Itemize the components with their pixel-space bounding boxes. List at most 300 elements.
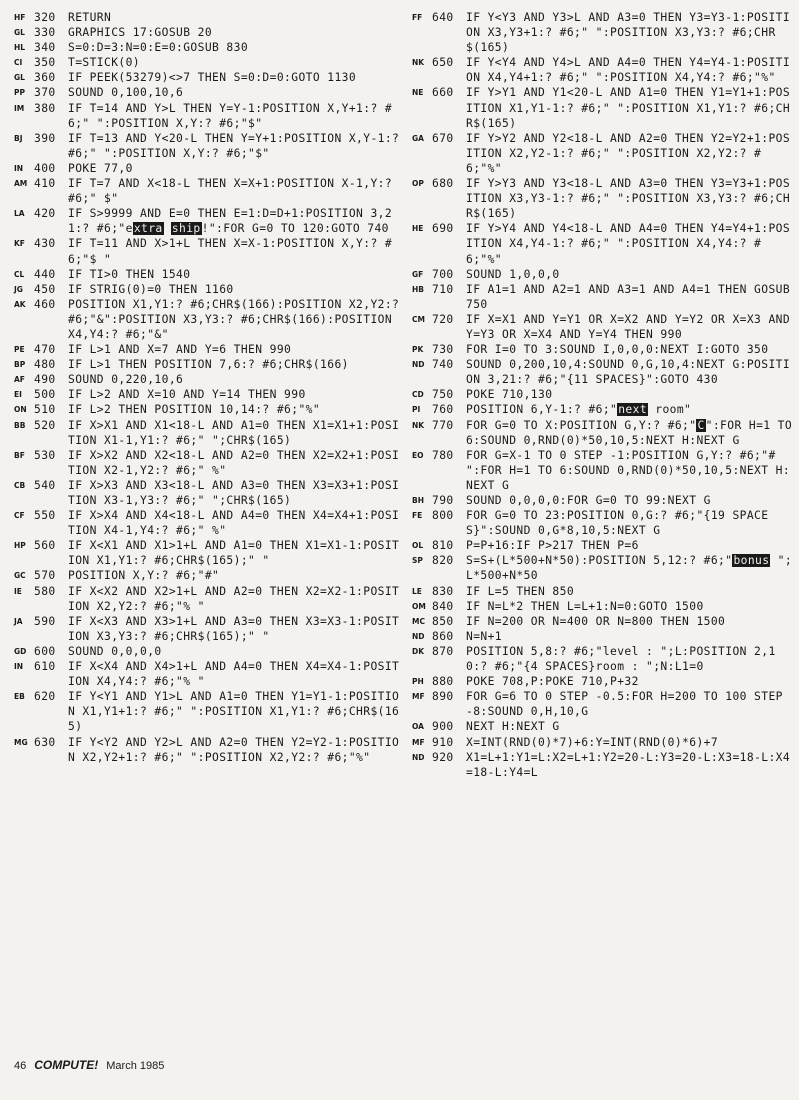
line-number: 880 <box>432 675 454 689</box>
code-text <box>466 674 796 689</box>
line-number: 380 <box>34 101 56 115</box>
code-text <box>68 508 404 538</box>
checksum-tag: GF <box>412 269 424 279</box>
code-segment: SOUND 0,220,10,6 <box>68 373 184 387</box>
line-number: 810 <box>432 539 454 553</box>
code-segment: IF T=13 AND Y<20-L THEN Y=Y+1:POSITION X,Y-1:? #6;" ":POSITION X,Y:? #6;"$" <box>68 131 407 160</box>
line-number: 500 <box>34 388 56 402</box>
checksum-tag: CL <box>14 269 25 279</box>
page-footer <box>14 1058 164 1072</box>
line-number: 570 <box>34 569 56 583</box>
line-number: 590 <box>34 614 56 628</box>
code-line <box>14 131 407 161</box>
left-code-column <box>14 10 407 765</box>
checksum-tag: CD <box>412 390 424 400</box>
code-segment: POSITION X,Y:? #6;"#" <box>68 569 220 583</box>
code-text <box>68 689 404 734</box>
checksum-tag: BF <box>14 450 25 460</box>
code-segment: SOUND 0,0,0,0 <box>68 644 162 658</box>
line-number: 700 <box>432 267 454 281</box>
line-number: 770 <box>432 418 454 432</box>
code-segment: IF TI>0 THEN 1540 <box>68 267 191 281</box>
code-line <box>14 342 404 357</box>
code-text <box>466 644 796 674</box>
line-number: 440 <box>34 267 56 281</box>
line-number: 780 <box>432 448 454 462</box>
code-segment: IF L>2 THEN POSITION 10,14:? #6;"%" <box>68 403 321 417</box>
code-segment <box>164 222 171 235</box>
code-text <box>68 659 404 689</box>
line-number: 620 <box>34 690 56 704</box>
checksum-tag: IN <box>14 662 24 672</box>
checksum-tag: JG <box>14 284 23 294</box>
code-text <box>466 342 796 357</box>
code-text <box>68 161 404 176</box>
code-segment: POSITION 5,8:? #6;"level : ";L:POSITION 2,10:? #6;"{4 SPACES}room : ";N:L1=0 <box>466 644 776 674</box>
code-text <box>466 493 796 508</box>
line-number: 370 <box>34 86 56 100</box>
code-line <box>412 282 796 312</box>
code-segment: IF N=200 OR N=400 OR N=800 THEN 1500 <box>466 614 726 628</box>
code-text <box>68 25 404 40</box>
line-number: 640 <box>432 11 454 24</box>
code-line <box>14 101 404 131</box>
code-segment: FOR I=0 TO 3:SOUND I,0,0,0:NEXT I:GOTO 350 <box>466 343 769 357</box>
checksum-tag: GL <box>14 73 25 83</box>
code-segment: SOUND 0,200,10,4:SOUND 0,G,10,4:NEXT G:POSITION 3,21:? #6;"{11 SPACES}":GOTO 430 <box>466 358 791 387</box>
code-segment: IF T=7 AND X<18-L THEN X=X+1:POSITION X-1,Y:? #6;" $" <box>68 177 400 206</box>
line-number: 560 <box>34 539 56 553</box>
code-segment: IF L=5 THEN 850 <box>466 584 575 598</box>
code-line <box>14 584 404 614</box>
code-text <box>466 131 796 176</box>
line-number: 630 <box>34 735 56 749</box>
code-line <box>14 10 404 25</box>
code-segment: POSITION 6,Y-1:? #6;" <box>466 403 618 417</box>
line-number: 800 <box>432 509 454 523</box>
checksum-tag: MG <box>14 737 28 747</box>
checksum-tag: IN <box>14 163 24 173</box>
line-number: 610 <box>34 660 56 674</box>
code-segment: P=P+16:IF P>217 THEN P=6 <box>466 539 639 553</box>
line-number: 490 <box>34 373 56 387</box>
checksum-tag: EO <box>412 450 424 460</box>
checksum-tag: ND <box>412 360 425 370</box>
checksum-tag: AK <box>14 299 26 309</box>
line-number: 450 <box>34 282 56 296</box>
code-segment: POKE 77,0 <box>68 161 133 175</box>
issue-date: March 1985 <box>106 1060 165 1072</box>
checksum-tag: HF <box>14 13 26 22</box>
code-line <box>412 448 796 493</box>
code-line <box>14 644 404 659</box>
line-number: 760 <box>432 403 454 417</box>
code-text <box>466 735 796 750</box>
line-number: 850 <box>432 614 454 628</box>
code-text <box>68 10 404 25</box>
code-segment: IF L>1 THEN POSITION 7,6:? #6;CHR$(166) <box>68 358 349 372</box>
code-text <box>68 55 404 70</box>
code-line <box>412 719 796 734</box>
checksum-tag: CF <box>14 511 25 521</box>
code-text <box>466 599 796 614</box>
checksum-tag: GA <box>412 133 424 143</box>
code-line <box>412 674 796 689</box>
code-text <box>466 508 796 538</box>
code-line <box>14 267 404 282</box>
right-code-column <box>412 10 799 780</box>
code-text <box>68 735 404 765</box>
code-segment: IF X>X2 AND X2<18-L AND A2=0 THEN X2=X2+1:POSITION X2-1,Y2:? #6;" %" <box>68 448 400 477</box>
code-text <box>68 538 404 568</box>
checksum-tag: CM <box>412 314 425 324</box>
code-segment: IF X<X2 AND X2>1+L AND A2=0 THEN X2=X2-1:POSITION X2,Y2:? #6;"% " <box>68 584 400 613</box>
line-number: 400 <box>34 161 56 175</box>
code-segment: IF X>X1 AND X1<18-L AND A1=0 THEN X1=X1+1:POSITION X1-1,Y1:? #6;" ";CHR$(165) <box>68 418 400 447</box>
code-segment: FOR G=6 TO 0 STEP -0.5:FOR H=200 TO 100 STEP -8:SOUND 0,H,10,G <box>466 690 791 719</box>
line-number: 460 <box>34 297 56 311</box>
code-segment: IF Y<Y1 AND Y1>L AND A1=0 THEN Y1=Y1-1:POSITION X1,Y1+1:? #6;" ":POSITION X1,Y1:? #6;CHR$(165) <box>68 690 400 734</box>
checksum-tag: AF <box>14 375 25 385</box>
code-segment: IF Y>Y1 AND Y1<20-L AND A1=0 THEN Y1=Y1+1:POSITION X1,Y1-1:? #6;" ":POSITION X1,Y1:? #6;CHR$(165) <box>466 86 791 130</box>
code-line <box>14 689 404 734</box>
code-line <box>412 508 796 538</box>
code-segment: RETURN <box>68 11 112 24</box>
checksum-tag: PK <box>412 345 424 355</box>
code-segment: NEXT H:NEXT G <box>466 720 560 734</box>
code-segment: SOUND 0,100,10,6 <box>68 86 184 100</box>
line-number: 550 <box>34 509 56 523</box>
code-segment: POSITION X1,Y1:? #6;CHR$(166):POSITION X2,Y2:? #6;"&":POSITION X3,Y3:? #6;CHR$(166):POSITION X4,Y4:? #6;"&" <box>68 297 407 341</box>
checksum-tag: HL <box>14 43 26 53</box>
inverse-video-text: xtra <box>133 222 163 236</box>
code-line <box>14 297 407 342</box>
code-segment: IF Y<Y3 AND Y3>L AND A3=0 THEN Y3=Y3-1:POSITION X3,Y3+1:? #6;" ":POSITION X3,Y3:? #6;CHR$(165) <box>466 11 791 55</box>
code-segment: S=S+(L*500+N*50):POSITION 5,12:? #6;" <box>466 554 733 568</box>
checksum-tag: OA <box>412 722 424 732</box>
line-number: 710 <box>432 282 454 296</box>
code-line <box>14 206 404 236</box>
code-text <box>68 418 404 448</box>
checksum-tag: BP <box>14 360 26 370</box>
code-text <box>466 267 796 282</box>
magazine-name: COMPUTE! <box>34 1058 99 1072</box>
code-segment: IF A1=1 AND A2=1 AND A3=1 AND A4=1 THEN GOSUB 750 <box>466 282 798 311</box>
code-line <box>412 493 796 508</box>
code-text <box>466 221 796 266</box>
checksum-tag: HP <box>14 541 26 551</box>
code-text <box>68 206 404 236</box>
checksum-tag: EI <box>14 390 22 400</box>
code-line <box>14 614 404 644</box>
code-segment: X=INT(RND(0)*7)+6:Y=INT(RND(0)*6)+7 <box>466 735 719 749</box>
code-line <box>412 629 796 644</box>
code-segment: IF X<X4 AND X4>1+L AND A4=0 THEN X4=X4-1:POSITION X4,Y4:? #6;"% " <box>68 660 400 689</box>
code-text <box>466 357 796 387</box>
code-line <box>14 85 404 100</box>
code-line <box>14 402 404 417</box>
line-number: 750 <box>432 388 454 402</box>
code-text <box>68 387 404 402</box>
line-number: 470 <box>34 343 56 357</box>
code-line <box>412 750 796 780</box>
code-line <box>14 538 404 568</box>
code-segment: IF N=L*2 THEN L=L+1:N=0:GOTO 1500 <box>466 599 704 613</box>
checksum-tag: NK <box>412 58 425 68</box>
code-text <box>68 357 404 372</box>
code-segment: IF S>9999 AND E=0 THEN E=1:D=D+1:POSITION 3,21:? #6;"e <box>68 207 393 236</box>
line-number: 840 <box>432 599 454 613</box>
code-segment: IF T=11 AND X>1+L THEN X=X-1:POSITION X,Y:? #6;"$ " <box>68 237 393 266</box>
checksum-tag: HB <box>412 284 424 294</box>
line-number: 690 <box>432 222 454 236</box>
code-line <box>412 644 796 674</box>
checksum-tag: BH <box>412 496 424 505</box>
code-line <box>14 659 404 689</box>
checksum-tag: BB <box>14 420 26 430</box>
code-segment: S=0:D=3:N=0:E=0:GOSUB 830 <box>68 41 249 55</box>
line-number: 720 <box>432 312 454 326</box>
code-segment: T=STICK(0) <box>68 56 141 70</box>
line-number: 390 <box>34 131 56 145</box>
page-number: 46 <box>14 1060 27 1072</box>
code-segment: IF PEEK(53279)<>7 THEN S=0:D=0:GOTO 1130 <box>68 71 357 85</box>
code-text <box>466 387 796 402</box>
code-text <box>466 614 796 629</box>
code-text <box>68 448 404 478</box>
checksum-tag: MF <box>412 692 425 702</box>
code-segment: IF Y<Y2 AND Y2>L AND A2=0 THEN Y2=Y2-1:POSITION X2,Y2+1:? #6;" ":POSITION X2,Y2:? #6;"%" <box>68 735 400 764</box>
code-segment: room" <box>648 403 692 417</box>
checksum-tag: CI <box>14 58 23 68</box>
checksum-tag: GL <box>14 28 25 38</box>
checksum-tag: GC <box>14 571 26 581</box>
code-segment: GRAPHICS 17:GOSUB 20 <box>68 26 213 40</box>
line-number: 680 <box>432 177 454 191</box>
code-text <box>466 402 796 417</box>
checksum-tag: PH <box>412 677 424 687</box>
line-number: 360 <box>34 71 56 85</box>
checksum-tag: OM <box>412 601 426 611</box>
checksum-tag: DK <box>412 646 425 656</box>
line-number: 890 <box>432 690 454 704</box>
line-number: 530 <box>34 448 56 462</box>
line-number: 600 <box>34 644 56 658</box>
line-number: 830 <box>432 584 454 598</box>
checksum-tag: MF <box>412 737 425 747</box>
code-text <box>466 55 796 85</box>
line-number: 340 <box>34 41 56 55</box>
checksum-tag: LA <box>14 209 25 219</box>
code-segment: ":FOR H=1 TO 6:SOUND 0,RND(0)*50,10,5:NEXT H:NEXT G <box>466 418 799 447</box>
code-segment: ";L*500+N*50 <box>466 554 793 583</box>
line-number: 920 <box>432 750 454 764</box>
line-number: 350 <box>34 56 56 70</box>
code-text <box>466 584 796 599</box>
code-line <box>14 55 404 70</box>
code-text <box>68 101 404 131</box>
checksum-tag: ND <box>412 631 425 641</box>
code-line <box>412 402 796 417</box>
line-number: 410 <box>34 177 56 191</box>
code-segment: IF Y>Y4 AND Y4<18-L AND A4=0 THEN Y4=Y4+1:POSITION X4,Y4-1:? #6;" ":POSITION X4,Y4:? #6;"%" <box>466 222 791 266</box>
inverse-video-text: ship <box>171 222 201 236</box>
code-text <box>466 10 796 55</box>
checksum-tag: HE <box>412 224 424 234</box>
code-text <box>466 282 796 312</box>
checksum-tag: EB <box>14 692 25 702</box>
line-number: 740 <box>432 358 454 372</box>
checksum-tag: IM <box>14 103 25 113</box>
code-line <box>412 357 796 387</box>
checksum-tag: OP <box>412 179 424 189</box>
code-segment: IF L>1 AND X=7 AND Y=6 THEN 990 <box>68 343 292 357</box>
checksum-tag: IE <box>14 586 22 596</box>
code-text <box>68 644 404 659</box>
code-segment: SOUND 0,0,0,0:FOR G=0 TO 99:NEXT G <box>466 494 711 507</box>
code-segment: FOR G=X-1 TO 0 STEP -1:POSITION G,Y:? #6;"# ":FOR H=1 TO 6:SOUND 0,RND(0)*50,10,5:NEXT H:NEXT G <box>466 448 791 492</box>
checksum-tag: BJ <box>14 133 23 143</box>
line-number: 900 <box>432 720 454 734</box>
code-text <box>68 282 404 297</box>
code-line <box>412 599 796 614</box>
code-line <box>14 70 404 85</box>
code-text <box>466 85 796 130</box>
code-text <box>68 236 404 266</box>
code-segment: IF X<X1 AND X1>1+L AND A1=0 THEN X1=X1-1:POSITION X1,Y1:? #6;CHR$(165);" " <box>68 539 400 568</box>
code-line <box>412 614 796 629</box>
code-line <box>412 131 796 176</box>
code-line <box>14 372 404 387</box>
code-text <box>466 750 796 780</box>
code-line <box>412 176 796 221</box>
checksum-tag: NK <box>412 420 425 430</box>
code-line <box>412 387 796 402</box>
code-line <box>412 418 799 448</box>
code-text <box>68 584 404 614</box>
code-text <box>466 553 796 583</box>
code-text <box>68 372 404 387</box>
code-line <box>14 735 404 765</box>
code-text <box>466 719 796 734</box>
line-number: 650 <box>432 56 454 70</box>
checksum-tag: ND <box>412 752 425 762</box>
code-line <box>412 538 796 553</box>
line-number: 540 <box>34 478 56 492</box>
code-segment: !":FOR G=0 TO 120:GOTO 740 <box>201 222 389 236</box>
code-line <box>14 387 404 402</box>
code-line <box>14 236 404 266</box>
code-text <box>68 70 404 85</box>
code-line <box>14 357 404 372</box>
checksum-tag: LE <box>412 586 422 596</box>
code-segment: IF STRIG(0)=0 THEN 1160 <box>68 282 234 296</box>
code-line <box>14 282 404 297</box>
code-text <box>68 478 404 508</box>
checksum-tag: MC <box>412 616 425 626</box>
line-number: 860 <box>432 629 454 643</box>
code-line <box>412 735 796 750</box>
code-segment: IF Y>Y3 AND Y3<18-L AND A3=0 THEN Y3=Y3+1:POSITION X3,Y3-1:? #6;" ":POSITION X3,Y3:? #6;CHR$(165) <box>466 177 791 221</box>
code-line <box>412 553 796 583</box>
code-segment: IF X>X4 AND X4<18-L AND A4=0 THEN X4=X4+1:POSITION X4-1,Y4:? #6;" %" <box>68 509 400 538</box>
code-line <box>412 584 796 599</box>
code-line <box>14 25 404 40</box>
line-number: 790 <box>432 494 454 507</box>
code-segment: N=N+1 <box>466 629 503 643</box>
inverse-video-text: C <box>697 418 705 432</box>
checksum-tag: NE <box>412 88 424 98</box>
line-number: 870 <box>432 644 454 658</box>
checksum-tag: KF <box>14 239 25 249</box>
code-text <box>466 176 796 221</box>
checksum-tag: AM <box>14 179 28 189</box>
line-number: 330 <box>34 26 56 40</box>
code-text <box>466 312 796 342</box>
code-line <box>14 161 404 176</box>
code-line <box>412 221 796 266</box>
line-number: 580 <box>34 584 56 598</box>
code-segment: IF T=14 AND Y>L THEN Y=Y-1:POSITION X,Y+1:? #6;" ":POSITION X,Y:? #6;"$" <box>68 101 393 130</box>
code-segment: IF X<X3 AND X3>1+L AND A3=0 THEN X3=X3-1:POSITION X3,Y3:? #6;CHR$(165);" " <box>68 614 400 643</box>
code-line <box>14 568 404 583</box>
code-segment: FOR G=0 TO 23:POSITION 0,G:? #6;"{19 SPACES}":SOUND 0,G*8,10,5:NEXT G <box>466 509 769 538</box>
checksum-tag: PP <box>14 88 25 98</box>
line-number: 420 <box>34 207 56 221</box>
code-text <box>68 342 404 357</box>
code-line <box>412 267 796 282</box>
code-line <box>412 342 796 357</box>
line-number: 480 <box>34 358 56 372</box>
code-segment: FOR G=0 TO X:POSITION G,Y:? #6;" <box>466 418 697 432</box>
line-number: 820 <box>432 554 454 568</box>
code-line <box>14 418 404 448</box>
code-segment: IF Y<Y4 AND Y4>L AND A4=0 THEN Y4=Y4-1:POSITION X4,Y4+1:? #6;" ":POSITION X4,Y4:? #6;"%" <box>466 56 791 85</box>
code-text <box>68 297 407 342</box>
code-line <box>412 10 796 55</box>
line-number: 510 <box>34 403 56 417</box>
code-text <box>68 267 404 282</box>
checksum-tag: ON <box>14 405 27 415</box>
inverse-video-text: bonus <box>733 554 770 568</box>
line-number: 430 <box>34 237 56 251</box>
code-text <box>68 85 404 100</box>
code-line <box>14 40 404 55</box>
code-text <box>68 176 404 206</box>
code-segment: IF L>2 AND X=10 AND Y=14 THEN 990 <box>68 388 306 402</box>
line-number: 320 <box>34 11 56 24</box>
inverse-video-text: next <box>618 403 648 417</box>
code-segment: X1=L+1:Y1=L:X2=L+1:Y2=20-L:Y3=20-L:X3=18-L:X4=18-L:Y4=L <box>466 750 791 779</box>
code-text <box>68 402 404 417</box>
code-segment: POKE 710,130 <box>466 388 553 402</box>
code-text <box>68 131 407 161</box>
checksum-tag: JA <box>14 616 23 626</box>
code-line <box>14 478 404 508</box>
checksum-tag: CB <box>14 480 26 490</box>
code-line <box>412 55 796 85</box>
code-segment: IF X>X3 AND X3<18-L AND A3=0 THEN X3=X3+1:POSITION X3-1,Y3:? #6;" ";CHR$(165) <box>68 478 400 507</box>
checksum-tag: FF <box>412 13 423 22</box>
code-segment: IF Y>Y2 AND Y2<18-L AND A2=0 THEN Y2=Y2+1:POSITION X2,Y2-1:? #6;" ":POSITION X2,Y2:? #6;"%" <box>466 131 791 175</box>
checksum-tag: PI <box>412 405 421 415</box>
code-line <box>14 448 404 478</box>
line-number: 520 <box>34 418 56 432</box>
code-text <box>68 568 404 583</box>
code-segment: SOUND 1,0,0,0 <box>466 267 560 281</box>
checksum-tag: SP <box>412 556 423 566</box>
checksum-tag: FE <box>412 511 423 521</box>
